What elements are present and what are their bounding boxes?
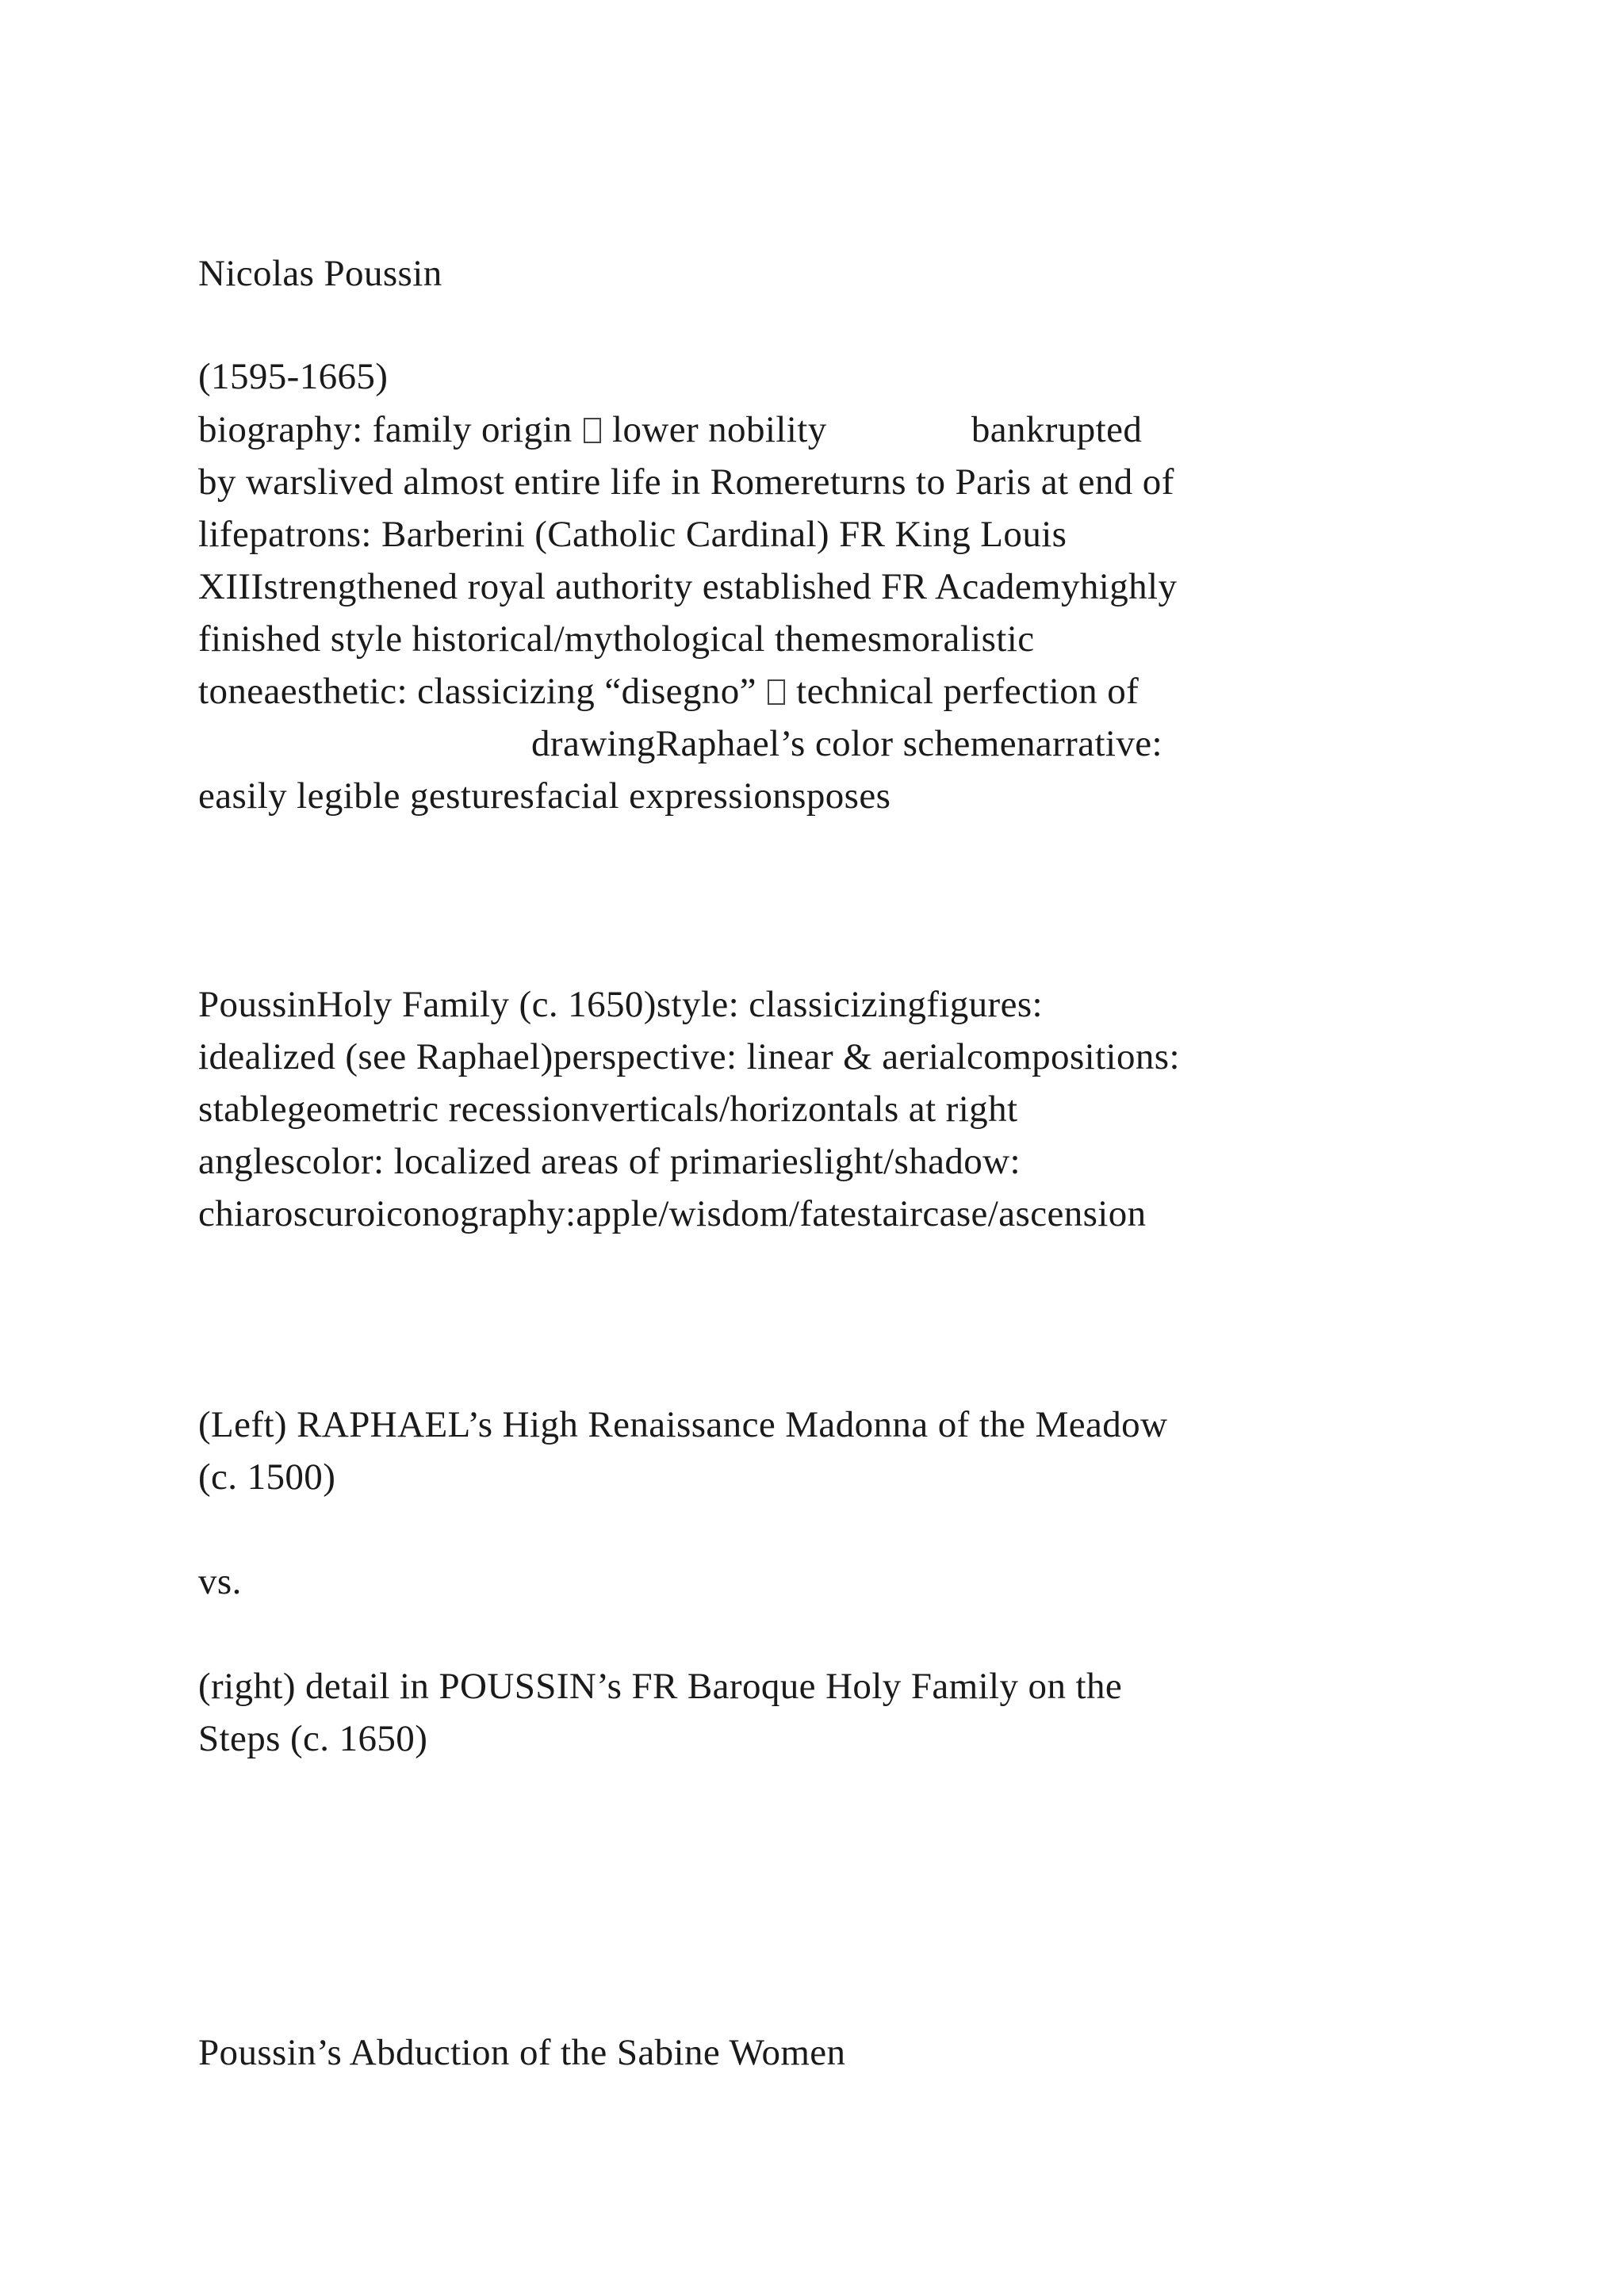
bio-line-3: lifepatrons: Barberini (Catholic Cardinal) FR King Louis [198,514,1067,555]
holy-family-line-1: PoussinHoly Family (c. 1650)style: classicizingfigures: [198,984,1044,1025]
bio-line-1-post: lower nobility bankrupted [602,409,1143,450]
comparison-right-line-1: (right) detail in POUSSIN’s FR Baroque Holy Family on the [198,1666,1123,1707]
bio-line-5: finished style historical/mythological themesmoralistic [198,618,1035,660]
comparison-vs: vs. [198,1561,242,1602]
holy-family-line-4: anglescolor: localized areas of primarieslight/shadow: [198,1141,1021,1182]
missing-glyph-icon [768,679,785,705]
missing-glyph-icon [584,418,601,443]
doc-dates: (1595-1665) [198,356,389,397]
holy-family-line-5: chiaroscuroiconography:apple/wisdom/fatestaircase/ascension [198,1193,1147,1234]
bio-line-8: easily legible gesturesfacial expressionsposes [198,775,891,817]
holy-family-line-2: idealized (see Raphael)perspective: linear & aerialcompositions: [198,1036,1180,1077]
bio-line-6 [198,673,1139,710]
bio-line-6-pre: toneaesthetic: classicizing “disegno” [198,671,767,712]
bio-line-6-post: technical perfection of [787,671,1139,712]
comparison-left-line-1: (Left) RAPHAEL’s High Renaissance Madonna of the Meadow [198,1404,1168,1445]
comparison-right-line-2: Steps (c. 1650) [198,1718,428,1759]
bio-line-1 [198,411,1142,449]
sabine-heading: Poussin’s Abduction of the Sabine Women [198,2032,846,2073]
doc-title: Nicolas Poussin [198,253,442,294]
holy-family-line-3: stablegeometric recessionverticals/horizontals at right [198,1089,1018,1130]
bio-line-1-pre: biography: family origin [198,409,582,450]
comparison-left-line-2: (c. 1500) [198,1456,336,1498]
bio-line-2: by warslived almost entire life in Romereturns to Paris at end of [198,461,1174,503]
bio-line-7: drawingRaphael’s color schemenarrative: [531,723,1163,764]
bio-line-4: XIIIstrengthened royal authority established FR Academyhighly [198,566,1178,607]
